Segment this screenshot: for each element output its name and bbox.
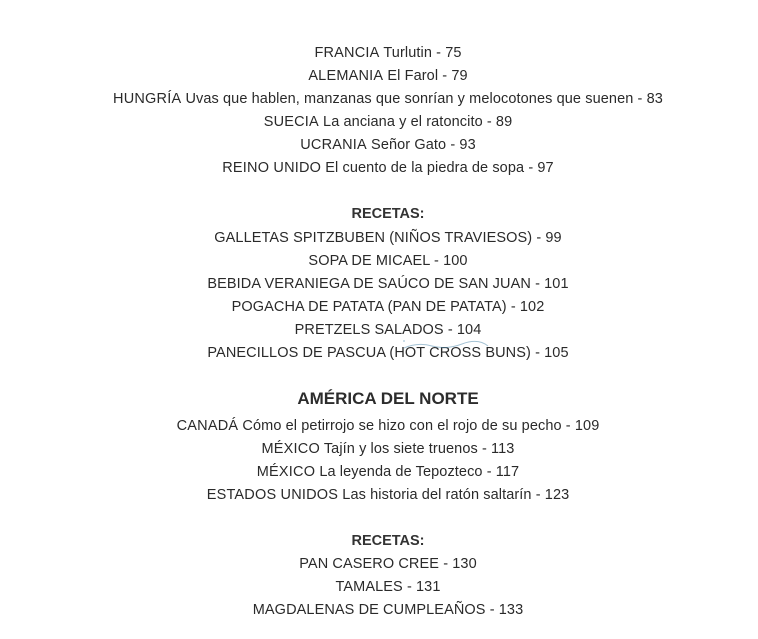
- entry-page: 93: [459, 137, 476, 153]
- recipe-name: TAMALES: [335, 579, 403, 595]
- recipe-name: POGACHA DE PATATA (PAN DE PATATA): [231, 299, 507, 315]
- entry-country: HUNGRÍA: [113, 91, 182, 107]
- entry-title: Señor Gato: [371, 137, 447, 153]
- entry-separator: -: [482, 464, 496, 480]
- entry-separator: -: [438, 68, 452, 84]
- entry-page: 105: [544, 345, 569, 361]
- entry-page: 100: [443, 253, 468, 269]
- entry-separator: -: [530, 276, 545, 292]
- entry-page: 89: [495, 114, 513, 130]
- entry-page: 117: [495, 464, 520, 480]
- entry-title: El cuento de la piedra de sopa: [325, 160, 525, 176]
- entry-page: 133: [498, 602, 524, 618]
- entry-separator: -: [429, 253, 444, 269]
- entry-page: 131: [416, 579, 441, 595]
- recipes-heading: RECETAS:: [351, 206, 425, 222]
- section-title: AMÉRICA DEL NORTE: [297, 389, 479, 408]
- recipes-heading: RECETAS:: [351, 533, 425, 549]
- entry-page: 104: [456, 322, 482, 338]
- entry-page: 101: [544, 276, 569, 292]
- entry-country: MÉXICO: [261, 441, 320, 457]
- entry-country: ESTADOS UNIDOS: [206, 487, 339, 503]
- entry-country: UCRANIA: [300, 137, 367, 153]
- entry-page: 102: [519, 299, 545, 315]
- recipe-name: GALLETAS SPITZBUBEN (NIÑOS TRAVIESOS): [214, 230, 533, 246]
- entry-separator: -: [443, 322, 457, 338]
- entry-separator: -: [477, 441, 492, 457]
- entry-country: SUECIA: [263, 114, 319, 130]
- recipe-name: PAN CASERO CREE: [299, 556, 440, 572]
- entry-separator: -: [439, 556, 453, 572]
- entry-separator: -: [532, 230, 546, 246]
- entry-separator: -: [402, 579, 416, 595]
- entry-country: FRANCIA: [314, 45, 380, 61]
- recipe-name: PRETZELS SALADOS: [294, 322, 444, 338]
- entry-separator: -: [530, 345, 545, 361]
- entry-title: Uvas que hablen, manzanas que sonrían y melocotones que suenen: [185, 91, 634, 107]
- entry-separator: -: [446, 137, 460, 153]
- recipe-name: BEBIDA VERANIEGA DE SAÚCO DE SAN JUAN: [207, 276, 531, 292]
- entry-title: Tajín y los siete truenos: [323, 441, 478, 457]
- entry-title: Turlutin: [383, 45, 432, 61]
- entry-page: 75: [445, 45, 462, 61]
- entry-separator: -: [506, 299, 520, 315]
- entry-title: La anciana y el ratoncito: [323, 114, 483, 130]
- entry-title: El Farol: [387, 68, 439, 84]
- recipe-name: PANECILLOS DE PASCUA (HOT CROSS BUNS): [207, 345, 531, 361]
- entry-page: 97: [537, 160, 554, 176]
- entry-title: Cómo el petirrojo se hizo con el rojo de su pecho: [242, 418, 562, 434]
- entry-page: 109: [574, 418, 600, 434]
- entry-title: Las historia del ratón saltarín: [342, 487, 532, 503]
- entry-country: ALEMANIA: [308, 68, 384, 84]
- entry-page: 113: [491, 441, 515, 457]
- entry-separator: -: [524, 160, 538, 176]
- entry-separator: -: [561, 418, 575, 434]
- entry-page: 130: [452, 556, 477, 572]
- pen-dot: [403, 340, 405, 342]
- entry-country: REINO UNIDO: [222, 160, 322, 176]
- recipe-name: SOPA DE MICAEL: [308, 253, 430, 269]
- recipe-name: MAGDALENAS DE CUMPLEAÑOS: [252, 602, 486, 618]
- entry-page: 123: [544, 487, 570, 503]
- entry-page: 79: [451, 68, 468, 84]
- entry-separator: -: [485, 602, 499, 618]
- entry-separator: -: [531, 487, 545, 503]
- entry-country: CANADÁ: [176, 418, 239, 434]
- entry-page: 99: [545, 230, 562, 246]
- entry-separator: -: [633, 91, 647, 107]
- entry-title: La leyenda de Tepozteco: [319, 464, 483, 480]
- entry-country: MÉXICO: [256, 464, 316, 480]
- entry-separator: -: [432, 45, 446, 61]
- entry-separator: -: [482, 114, 496, 130]
- entry-page: 83: [646, 91, 663, 107]
- pen-stroke: [404, 341, 488, 348]
